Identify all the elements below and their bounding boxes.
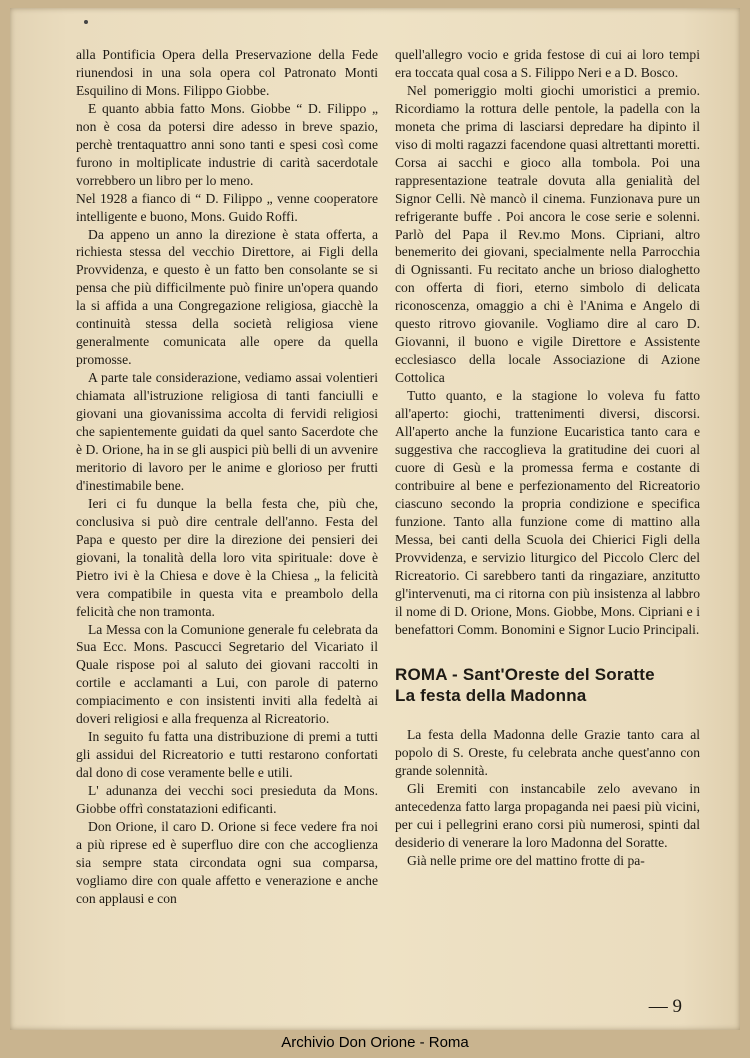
document-page <box>10 8 740 1030</box>
archive-footer: Archivio Don Orione - Roma <box>281 1034 469 1051</box>
paragraph: La festa della Madonna delle Grazie tanto cara al popolo di S. Oreste, fu celebrata anche quest'anno con grande solennità. <box>395 727 700 779</box>
paragraph: alla Pontificia Opera della Preservazione della Fede riunendosi in una sola opera col Patronato Monti Esquilino di Mons. Filippo Giobbe. <box>76 47 378 98</box>
paragraph: Già nelle prime ore del mattino frotte di pa- <box>407 853 645 869</box>
paragraph: Don Orione, il caro D. Orione si fece vedere fra noi a più riprese ed è superfluo dire con che accoglienza sia sempre stata circondata ogni sua comparsa, vogliamo dire con quale affetto e venerazione e anche con applausi e con <box>76 818 378 906</box>
paragraph: In seguito fu fatta una distribuzione di premi a tutti gli assidui del Ricreatorio e tutti restarono confortati dal dono di cose veramente belle e utili. <box>76 729 378 781</box>
paragraph: Nel 1928 a fianco di “ D. Filippo „ venne cooperatore intelligente e buono, Mons. Guido Roffi. <box>76 190 378 224</box>
paragraph: Gli Eremiti con instancabile zelo avevano in antecedenza fatto larga propaganda nei paesi più vicini, per cui i pellegrini erano corsi più numerosi, spinti dal desiderio di venerare la loro Madonna del Soratte. <box>395 781 700 851</box>
paragraph: quell'allegro vocio e grida festose di cui ai loro tempi era toccata qual cosa a S. Filippo Neri e a D. Bosco. <box>395 47 700 80</box>
right-column <box>395 46 700 870</box>
paragraph: L' adunanza dei vecchi soci presieduta da Mons. Giobbe offrì constatazioni edificanti. <box>76 783 378 817</box>
paragraph: A parte tale considerazione, vediamo assai volentieri chiamata all'istruzione religiosa di tanti fanciulli e giovani una giovanissima accolta di fervidi religiosi che sapientemente guidati da quel santo Sacerdote che è D. Orione, ha in se gli auspici più belli di un avvenire meritorio di lavoro per le anime e glorioso per frutti d'inestimabile bene. <box>76 370 378 493</box>
paragraph: Nel pomeriggio molti giochi umoristici a premio. Ricordiamo la rottura delle pentole, la padella con la moneta che prima di lasciarsi depredare ha dipinto il viso di molti ragazzi facendone quasi altrettanti moretti. Corsa ai sacchi e gioco alla tombola. Poi una rappresentazione teatrale dovuta alla genialità del Signor Celli. Nè mancò il cinema. Funzionava pure un refrigerante buffe . Poi ancora le cose serie e solenni. Parlò del Papa il Rev.mo Mons. Cipriani, altro benemerito dei giovani, specialmente nella Parrocchia di Ognissanti. Fu recitato anche un brioso dialoghetto con offerta di fiori, eterno simbolo di delicata riconoscenza, omaggio a chi è l'Anima e Angelo di questo ritrovo giovanile. Vogliamo dire al caro D. Giovanni, il buono e vigile Direttore e Assistente ecclesiasco della locale Associazione di Azione Cottolica <box>395 82 700 386</box>
section-heading-line1: ROMA - Sant'Oreste del Soratte <box>395 665 655 685</box>
paragraph: Da appeno un anno la direzione è stata offerta, a richiesta stessa del vecchio Direttore, ai Figli della Provvidenza, e questo è un fatto ben consolante se si pensa che più difficilmente può finire un'opera quando la si affida a una Congregazione religiosa, giacchè la continuità stessa della società religiosa viene generalmente comunicata alle opere da quella promosse. <box>76 226 378 368</box>
left-column <box>76 46 378 908</box>
paragraph: E quanto abbia fatto Mons. Giobbe “ D. Filippo „ non è cosa da potersi dire adesso in breve spazio, perchè trentaquattro anni sono tanti e spesi così come furono in moltiplicate industrie di carità sacerdotale vorrebbero un libro per lo meno. <box>76 100 378 188</box>
ink-dot <box>84 20 88 24</box>
paragraph: Tutto quanto, e la stagione lo voleva fu fatto all'aperto: giochi, trattenimenti diversi, discorsi. All'aperto anche la funzione Eucaristica tanto cara e suggestiva che raccoglieva la gratitudine dei cuori al cuore di Gesù e la promessa ferma e costante di contribuire al bene e perfezionamento del Ricreatorio ciascuno secondo la propria condizione e specifica funzione. Tanto alla funzione come di mattino alla Messa, bei canti della Scuola dei Chierici Figli della Provvidenza, e servizio liturgico del Piccolo Clerc del Ricreatorio. Ci sarebbero tanti da ringaziare, anzitutto gl'intervenuti, ma ci ritorna con più insistenza al labbro il nome di D. Orione, Mons. Giobbe, Mons. Cipriani e i benefattori Comm. Bonomini e Signor Lucio Principali. <box>395 388 700 637</box>
section-heading-line2: La festa della Madonna <box>395 686 587 706</box>
paragraph: La Messa con la Comunione generale fu celebrata da Sua Ecc. Mons. Pascucci Segretario del Vicariato il Quale rispose poi al saluto dei giovani raccolti in cortile e acclamanti a Lui, con parole di paterno compiacimento e con insistenti inviti alla fedeltà ai doveri religiosi e alla frequenza al Ricreatorio. <box>76 621 378 727</box>
section-heading <box>395 664 700 706</box>
page-number: — 9 <box>648 996 682 1017</box>
paragraph: Ieri ci fu dunque la bella festa che, più che, conclusiva si può dire centrale dell'anno. Festa del Papa e questo per dire la direzione dei pensieri dei giovani, la tonalità della loro vita spirituale: dove è Pietro ivi è la Chiesa e dove è la Chiesa „ la felicità vera compatibile in questa vita e preambolo della felicità che non tramonta. <box>76 495 378 619</box>
